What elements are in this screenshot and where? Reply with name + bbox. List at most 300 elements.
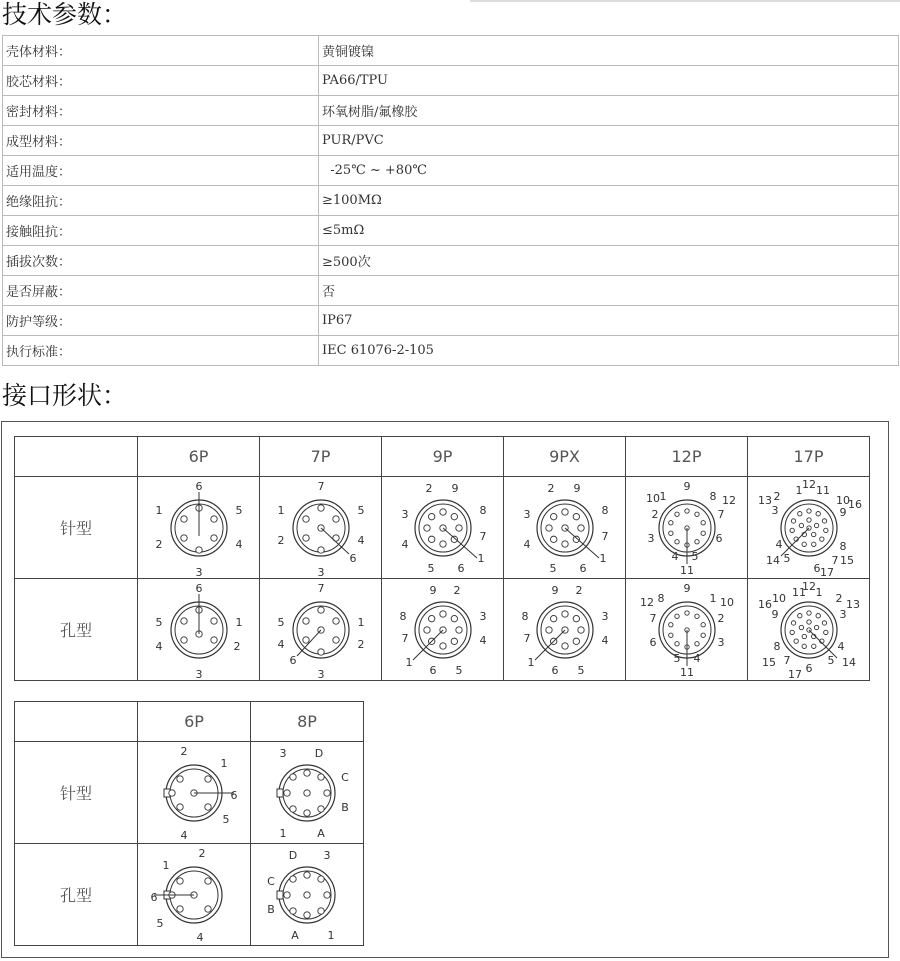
pin-number-label: 12 [721,493,736,507]
pin-number-label: 11 [679,563,694,577]
spec-section-title: 技术参数： [2,0,128,29]
pin-number-label: 4 [235,537,242,551]
contact-pin [302,617,308,623]
spec-row [3,306,899,336]
contact-pin [290,875,296,881]
spec-row [3,96,899,126]
contact-pin [318,805,324,811]
pin-number-label: D [314,746,324,760]
contact-pin [210,515,216,521]
pin-number-label: 5 [277,615,284,629]
pin-number-label: 3 [771,503,778,517]
contact-pin [815,613,819,617]
pin-number-label: 13 [757,493,772,507]
pin-number-label: 6 [457,561,464,575]
pin-number-label: 10 [719,595,734,609]
diagram-7p-pin [260,477,382,579]
pin-number-label: 16 [757,597,772,611]
pin-number-label: 5 [673,651,680,665]
pin-number-label: 1 [599,551,606,565]
pin-number-label: 5 [156,916,164,930]
pin-number-label: 17 [787,667,802,680]
pin-number-label: 8 [521,609,528,623]
contact-pin [290,805,296,811]
pin-number-label: 3 [839,607,846,621]
pin-number-label: 7 [317,581,324,595]
contact-pin [797,511,801,515]
contact-pin [550,615,556,621]
diagram-9px-pin [504,477,626,579]
contact-pin [180,515,186,521]
contact-pin [180,636,186,642]
pin-number-label: 9 [839,505,846,519]
diagram-12p-pin [626,477,748,579]
pin-number-label: B [341,800,349,814]
spec-label: 防护等级： [3,306,319,336]
pin-number-label: 1 [405,655,412,669]
contact-pin [177,877,183,883]
spec-value: IEC 61076-2-105 [319,336,899,366]
pin-number-label: 1 [220,756,228,770]
pin-number-label: 4 [277,637,284,651]
pin-number-label: 4 [180,828,188,842]
connector-table-secondary [14,701,364,946]
contact-pin [561,540,567,546]
spec-row [3,36,899,66]
connector-face [293,602,349,658]
pin-number-label: 2 [425,481,432,495]
connector-face [277,867,335,923]
contact-pin [284,891,290,897]
spec-label: 壳体材料： [3,36,319,66]
pin-number-label: 1 [709,591,716,605]
contact-pin [304,809,310,815]
contact-pin [806,610,810,614]
contact-pin [324,891,330,897]
pin-number-label: 3 [279,746,287,760]
connector-face [171,492,227,556]
contact-pin [700,520,704,524]
contact-pin [332,515,338,521]
contact-pin [304,911,310,917]
interface-figure [1,421,889,958]
pin-number-label: 5 [427,561,434,575]
pin-number-label: 2 [835,591,842,605]
contact-pin [180,617,186,623]
pin-number-label: 10 [771,591,786,605]
pin-number-label: 7 [783,653,790,667]
contact-pin [428,513,434,519]
row-label-pin: 针型 [15,477,138,579]
pin-number-label: 8 [657,591,664,605]
diagram-8p-hole [251,844,364,946]
contact-pin [802,634,806,638]
spec-row [3,336,899,366]
col-header-6p-b: 6P [138,702,251,742]
pin-number-label: 6 [230,788,238,802]
contact-pin [694,539,698,543]
pin-number-label: 11 [791,585,806,599]
pin-number-label: 1 [659,489,666,503]
spec-value: PA66/TPU [319,66,899,96]
pin-number-label: 6 [195,479,202,493]
pin-number-label: 12 [801,579,816,593]
pin-number-label: 7 [523,631,530,645]
pin-number-label: 2 [651,507,658,521]
connector-face [781,602,837,658]
col-header-8p: 8P [251,702,364,742]
contact-pin [210,617,216,623]
contact-pin [814,625,818,629]
spec-row [3,126,899,156]
pin-number-label: 5 [357,503,364,517]
contact-pin [545,626,551,632]
diagram-8p-pin [251,742,364,844]
connector-face [277,765,335,821]
contact-pin [806,619,810,623]
pin-number-label: 4 [401,537,408,551]
pin-number-label: 2 [717,611,724,625]
contact-pin [210,534,216,540]
contact-pin [674,512,678,516]
col-header-9px: 9PX [504,437,626,477]
contact-pin [684,508,688,512]
spec-label: 接触阻抗： [3,216,319,246]
pin-number-label: 13 [845,597,860,611]
pin-number-label: 1 [327,928,335,942]
contact-pin [814,523,818,527]
contact-pin [694,512,698,516]
pin-number-label: 5 [455,663,462,677]
contact-pin [545,524,551,530]
spec-row [3,156,899,186]
pin-number-label: 7 [401,631,408,645]
pin-number-label: 5 [827,653,834,667]
pin-number-label: 6 [649,635,656,649]
contact-pin [700,622,704,626]
contact-pin [823,630,827,634]
contact-pin [573,638,579,644]
pin-number-label: 10 [835,493,850,507]
contact-pin [439,642,445,648]
pin-number-label: 5 [235,503,242,517]
pin-number-label: 4 [155,639,162,653]
pin-number-label: C [267,874,275,888]
diagram-6p-b-hole [138,844,251,946]
contact-pin [317,606,323,612]
contact-pin [797,613,801,617]
contact-pin-center [304,891,310,897]
contact-pin [317,504,323,510]
contact-pin [668,531,672,535]
pin-number-label: 6 [150,890,158,904]
contact-pin [290,773,296,779]
contact-pin [205,905,211,911]
contact-pin [694,641,698,645]
diagram-6p-b-pin [138,742,251,844]
connector-face [781,500,837,556]
spec-label: 胶芯材料： [3,66,319,96]
contact-pin [428,536,434,542]
contact-pin [577,524,583,530]
pin-number-label: 1 [477,551,484,565]
pin-number-label: 2 [180,744,188,758]
pin-number-label: 3 [317,667,324,680]
contact-pin [423,524,429,530]
pin-number-label: 9 [683,479,690,493]
contact-pin [318,773,324,779]
pin-number-label: 6 [715,531,722,545]
col-header-9p: 9P [382,437,504,477]
contact-pin [674,614,678,618]
spec-value: -25℃ ~ +80℃ [319,156,899,186]
pin-number-label: 15 [839,553,854,567]
pin-number-label: 2 [453,583,460,597]
pin-number-label: 2 [575,583,582,597]
pin-number-label: 9 [451,481,458,495]
diagram-7p-hole [260,579,382,681]
pin-number-label: C [341,770,349,784]
spec-table [2,35,899,366]
pin-number-label: 4 [601,633,608,647]
pin-number-label: 3 [523,507,530,521]
pin-number-label: 14 [765,553,780,567]
connector-face [171,594,227,658]
spec-label: 成型材料： [3,126,319,156]
contact-pin [789,528,793,532]
contact-pin [177,775,183,781]
pin-number-label: 9 [429,583,436,597]
pin-number-label: 5 [222,812,230,826]
pin-number-label: 4 [693,651,700,665]
pin-number-label: 3 [717,635,724,649]
pin-number-label: 2 [277,533,284,547]
pin-number-label: 2 [547,481,554,495]
contact-pin [302,515,308,521]
pin-number-label: 5 [155,615,162,629]
interface-section-title: 接口形状： [2,381,128,410]
connector-face [535,602,593,660]
contact-pin [815,511,819,515]
pin-number-label: 1 [235,615,242,629]
pin-number-label: 3 [479,609,486,623]
contact-pin [317,546,323,552]
diagram-9p-hole [382,579,504,681]
col-header-17p: 17P [748,437,870,477]
contact-pin [811,644,815,648]
contact-pin [550,513,556,519]
contact-pin [573,615,579,621]
contact-pin [550,536,556,542]
pin-number-label: 1 [795,483,802,497]
pin-number-label: 5 [549,561,556,575]
pin-number-label: 2 [773,489,780,503]
pin-number-label: 3 [323,848,331,862]
contact-pin [811,542,815,546]
pin-number-label: 10 [645,491,660,505]
contact-pin [177,803,183,809]
contact-pin [302,534,308,540]
contact-pin [700,531,704,535]
pin-number-label: 5 [691,549,698,563]
contact-pin [789,630,793,634]
contact-pin [561,508,567,514]
connector-face [293,500,349,556]
spec-value: 黄铜镀镍 [319,36,899,66]
col-header-7p: 7P [260,437,382,477]
pin-number-label: 11 [679,665,694,679]
spec-row [3,66,899,96]
contact-pin [799,523,803,527]
spec-label: 插拔次数： [3,246,319,276]
contact-pin [823,528,827,532]
contact-pin [302,636,308,642]
pin-number-label: 15 [761,655,776,669]
contact-pin [700,633,704,637]
contact-pin [180,534,186,540]
contact-pin [451,638,457,644]
diagram-17p-pin [748,477,870,579]
contact-pin [284,789,290,795]
pin-number-label: 11 [815,483,830,497]
contact-pin [573,513,579,519]
spec-row [3,216,899,246]
contact-pin [793,638,797,642]
spec-value: ≥500次 [319,246,899,276]
contact-pin [177,905,183,911]
contact-pin [290,907,296,913]
spec-label: 是否屏蔽： [3,276,319,306]
spec-label: 密封材料： [3,96,319,126]
connector-face [659,500,715,564]
contact-pin [195,546,201,552]
contact-pin [439,610,445,616]
pin-number-label: 14 [841,655,856,669]
contact-pin [819,536,823,540]
pin-number-label: 17 [819,565,834,578]
contact-pin [439,508,445,514]
contact-pin [674,539,678,543]
contact-pin [205,803,211,809]
contact-pin [802,644,806,648]
pin-number-label: 4 [671,549,678,563]
pin-number-label: 1 [527,655,534,669]
pin-number-label: 2 [233,639,240,653]
pin-number-label: A [291,928,299,942]
pin-number-label: 9 [683,581,690,595]
contact-pin [318,907,324,913]
pin-number-label: 8 [399,609,406,623]
spec-value: ≥100MΩ [319,186,899,216]
spec-value: 环氧树脂/氟橡胶 [319,96,899,126]
contact-pin [806,508,810,512]
contact-pin [210,636,216,642]
contact-pin [561,642,567,648]
pin-number-label: 2 [155,537,162,551]
row-label-pin-2: 针型 [15,742,138,844]
pin-number-label: 4 [357,533,364,547]
pin-number-label: 1 [162,858,170,872]
pin-number-label: 8 [709,489,716,503]
pin-number-label: 3 [647,531,654,545]
contact-pin [561,610,567,616]
contact-pin [304,769,310,775]
pin-number-label: 6 [551,663,558,677]
pin-number-label: 7 [717,507,724,521]
connector-face [415,500,477,558]
diagram-12p-hole [626,579,748,681]
col-header-12p: 12P [626,437,748,477]
contact-pin [822,518,826,522]
contact-pin [451,615,457,621]
pin-number-label: A [317,826,325,840]
pin-number-label: 1 [815,585,822,599]
pin-number-label: 3 [317,565,324,578]
contact-pin [668,622,672,626]
pin-number-label: 8 [839,539,846,553]
spec-label: 适用温度： [3,156,319,186]
pin-number-label: 7 [601,529,608,543]
contact-pin [577,626,583,632]
pin-number-label: 12 [639,595,654,609]
pin-number-label: 6 [289,653,296,667]
pin-number-label: B [267,902,275,916]
spec-value: PUR/PVC [319,126,899,156]
row-label-hole-2: 孔型 [15,844,138,946]
pin-number-label: 4 [775,537,782,551]
pin-number-label: 6 [349,551,356,565]
contact-pin [428,615,434,621]
pin-number-label: 4 [837,639,844,653]
connector-face [659,602,715,666]
contact-pin [317,648,323,654]
pin-number-label: 9 [573,481,580,495]
spec-row [3,246,899,276]
diagram-9p-pin [382,477,504,579]
diagram-6p-hole [138,579,260,681]
contact-pin [304,871,310,877]
contact-pin [674,641,678,645]
top-divider [470,0,900,2]
pin-number-label: 6 [813,561,820,575]
contact-pin [668,633,672,637]
pin-number-label: 3 [601,609,608,623]
contact-pin [205,877,211,883]
pin-number-label: 1 [357,615,364,629]
contact-pin [439,540,445,546]
pin-number-label: 1 [279,826,287,840]
spec-row [3,276,899,306]
contact-pin [822,620,826,624]
pin-number-label: D [288,848,298,862]
col-header-6p: 6P [138,437,260,477]
contact-pin [455,524,461,530]
pin-number-label: 8 [601,503,608,517]
pin-number-label: 1 [155,503,162,517]
contact-pin-center [304,789,310,795]
contact-pin [806,517,810,521]
pin-number-label: 8 [479,503,486,517]
spec-row [3,186,899,216]
pin-number-label: 16 [847,497,862,511]
pin-number-label: 1 [277,503,284,517]
contact-pin [802,542,806,546]
contact-pin [318,875,324,881]
diagram-17p-hole [748,579,870,681]
pin-number-label: 7 [479,529,486,543]
pin-number-label: 7 [831,553,838,567]
contact-pin [332,636,338,642]
